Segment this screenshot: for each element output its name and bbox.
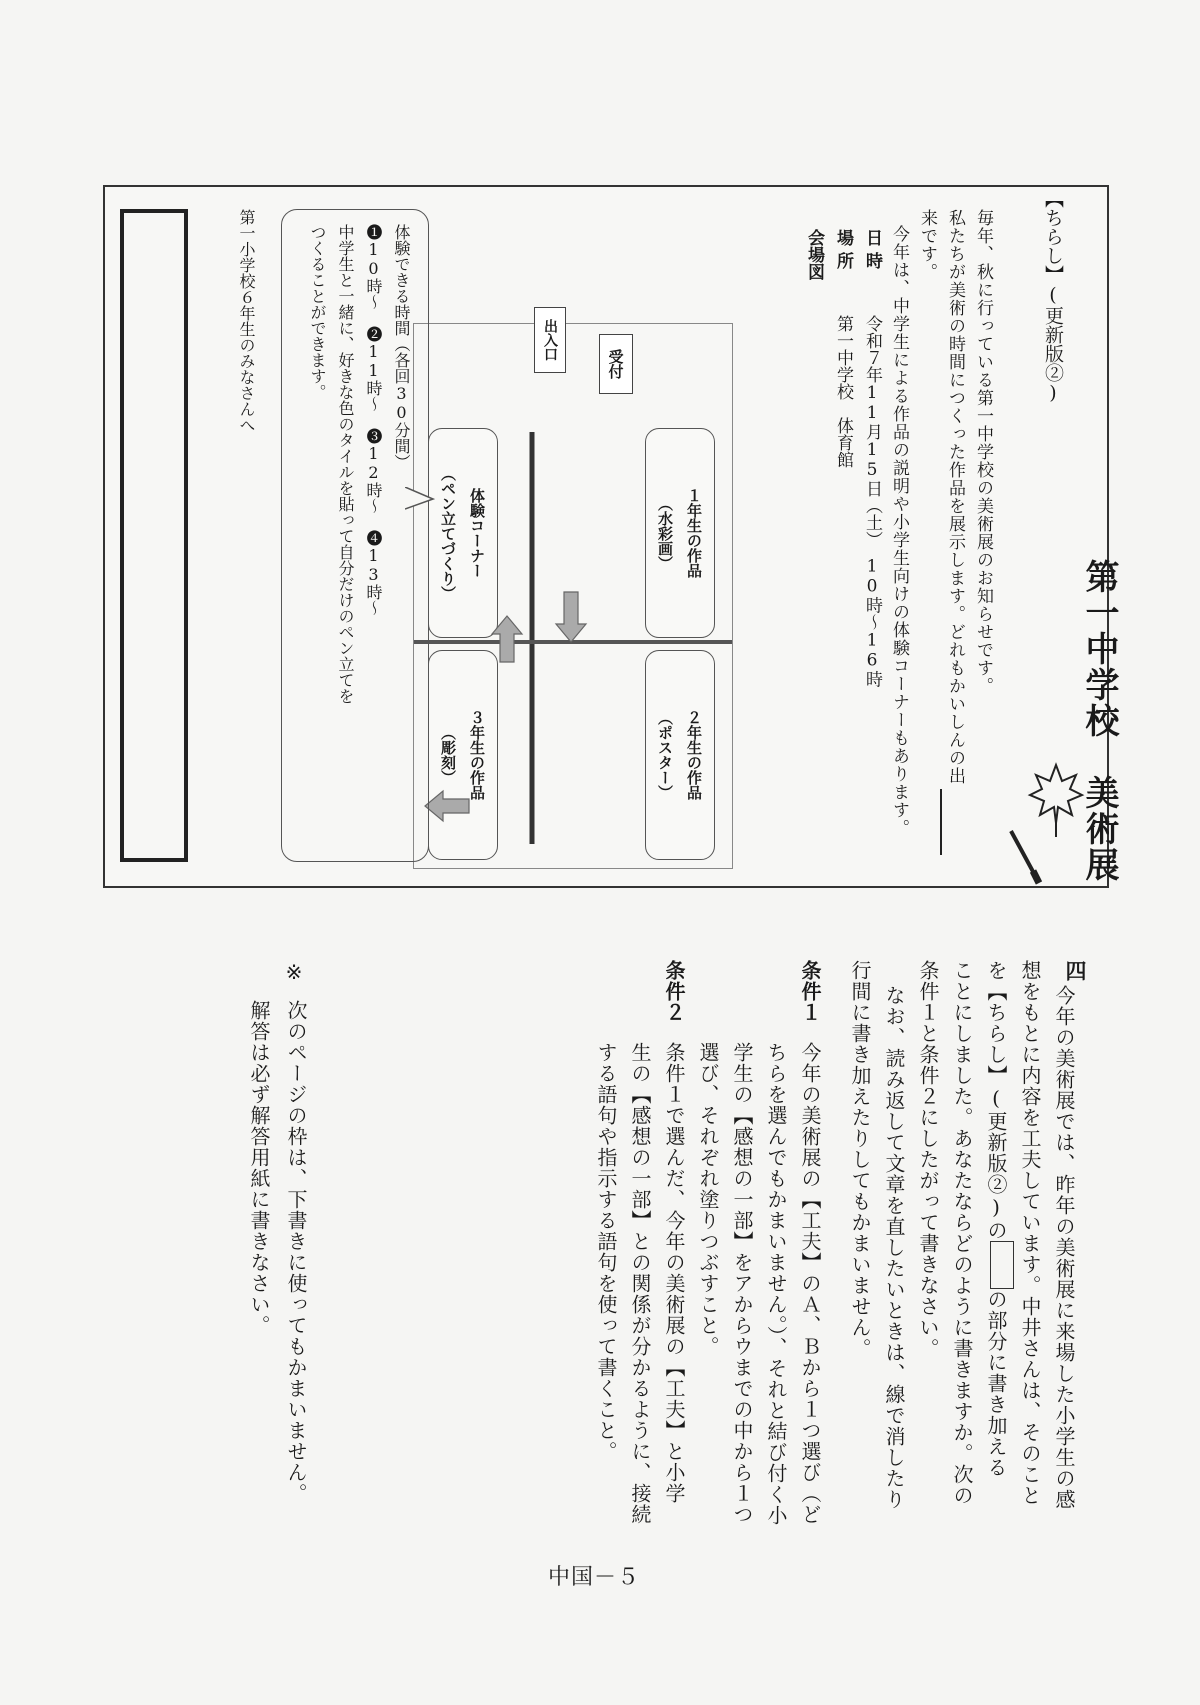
room-grade1-title: １年生の作品 bbox=[685, 488, 703, 578]
entrance: 出入口 bbox=[534, 307, 566, 373]
callout-desc-1: 中学生と一緒に、好きな色のタイルを貼って自分だけのペン立てを bbox=[336, 224, 355, 704]
cond1-line-d: 選び、それぞれ塗りつぶすこと。 bbox=[696, 1042, 720, 1357]
callout-desc-2: つくることができます。 bbox=[308, 224, 327, 400]
cond1-line-c: 学生の【感想の一部】をアからウまでの中から１つ bbox=[730, 1042, 754, 1525]
intro-line-4: 今年は、中学生による作品の説明や小学生向けの体験コーナーもあります。 bbox=[889, 225, 909, 837]
room-grade3-sub: （彫刻） bbox=[439, 725, 457, 785]
intro-line-3: 来です。 bbox=[917, 209, 937, 281]
room-grade2-title: ２年生の作品 bbox=[685, 710, 703, 800]
q-line-2: 想をもとに内容を工夫しています。中井さんは、そのこと bbox=[1018, 960, 1042, 1506]
cond1-line-a: 今年の美術展の【工夫】のＡ、Ｂから１つ選び（ど bbox=[798, 1042, 822, 1525]
cond1-line-b: ちらを選んでもかまいません。）、それと結び付く小 bbox=[764, 1042, 788, 1526]
page-number: 中国－５ bbox=[548, 1565, 641, 1590]
paintbrush-icon bbox=[1005, 827, 1045, 887]
place-label: 場所 bbox=[833, 229, 853, 275]
answer-box bbox=[120, 209, 188, 862]
flyer bbox=[103, 185, 1119, 888]
arrow-icon bbox=[425, 592, 586, 821]
cond2-label: 条件２ bbox=[662, 960, 686, 1023]
room-experience-sub: （ペン立てづくり） bbox=[439, 465, 457, 601]
reception: 受付 bbox=[599, 334, 633, 394]
q-line-6: なお、読み返して文章を直したいときは、線で消したり bbox=[882, 985, 906, 1510]
blank-box bbox=[990, 1241, 1014, 1289]
room-grade1-sub: （水彩画） bbox=[656, 495, 674, 571]
flyer-label: 【ちらし】(更新版②) bbox=[1042, 189, 1064, 404]
room-grade2-sub: （ポスター） bbox=[656, 710, 674, 800]
note-line-1: 次のページの枠は、下書きに使ってもかまいません。 bbox=[284, 1000, 308, 1504]
cond2-line-a: 条件１で選んだ、今年の美術展の【工夫】と小学 bbox=[662, 1042, 686, 1504]
q-line-3a: を【ちらし】(更新版②)の bbox=[984, 960, 1008, 1241]
q-line-3 bbox=[982, 960, 1014, 1478]
room-grade3-title: ３年生の作品 bbox=[468, 710, 486, 800]
underline-mark bbox=[940, 789, 942, 855]
cond2-line-c: する語句や指示する語句を使って書くこと。 bbox=[594, 1042, 618, 1462]
note-line-2: 解答は必ず解答用紙に書きなさい。 bbox=[247, 1000, 271, 1336]
q-line-7: 行間に書き加えたりしてもかまいません。 bbox=[848, 960, 872, 1359]
callout-pointer bbox=[405, 487, 435, 517]
cond1-label: 条件１ bbox=[798, 960, 822, 1023]
experience-callout bbox=[281, 209, 429, 862]
q-line-1: 今年の美術展では、昨年の美術展に来場した小学生の感 bbox=[1052, 985, 1076, 1510]
callout-heading: 体験できる時間（各回30分間） bbox=[392, 224, 411, 470]
q-line-5: 条件１と条件２にしたがって書きなさい。 bbox=[916, 960, 940, 1359]
cond2-line-b: 生の【感想の一部】との関係が分かるように、接続 bbox=[628, 1042, 652, 1525]
date-label: 日時 bbox=[862, 229, 882, 275]
callout-times: ❶10時～ ❷11時～ ❸12時～ ❹13時～ bbox=[364, 224, 383, 616]
flyer-title: 第一中学校 美術展 bbox=[1079, 559, 1119, 883]
to-line: 第一小学校６年生のみなさんへ bbox=[237, 209, 256, 433]
room-experience-title: 体験コーナー bbox=[468, 488, 486, 578]
intro-line-2: 私たちが美術の時間につくった作品を展示します。どれもかいしんの出 bbox=[945, 209, 965, 785]
note-mark: ※ bbox=[282, 960, 306, 985]
intro-line-1: 毎年、秋に行っている第一中学校の美術展のお知らせです。 bbox=[973, 209, 993, 695]
floor-map bbox=[413, 319, 733, 869]
date-value: 令和７年11月15日（土） 10時～16時 bbox=[862, 315, 882, 688]
map-label: 会場図 bbox=[804, 229, 824, 280]
question-number: 四 bbox=[1063, 960, 1087, 981]
q-line-4: ことにしました。あなたならどのように書きますか。次の bbox=[950, 960, 974, 1506]
q-line-3b: の部分に書き加える bbox=[984, 1289, 1008, 1478]
map-walls bbox=[414, 324, 732, 868]
place-value: 第一中学校 体育館 bbox=[833, 315, 853, 468]
